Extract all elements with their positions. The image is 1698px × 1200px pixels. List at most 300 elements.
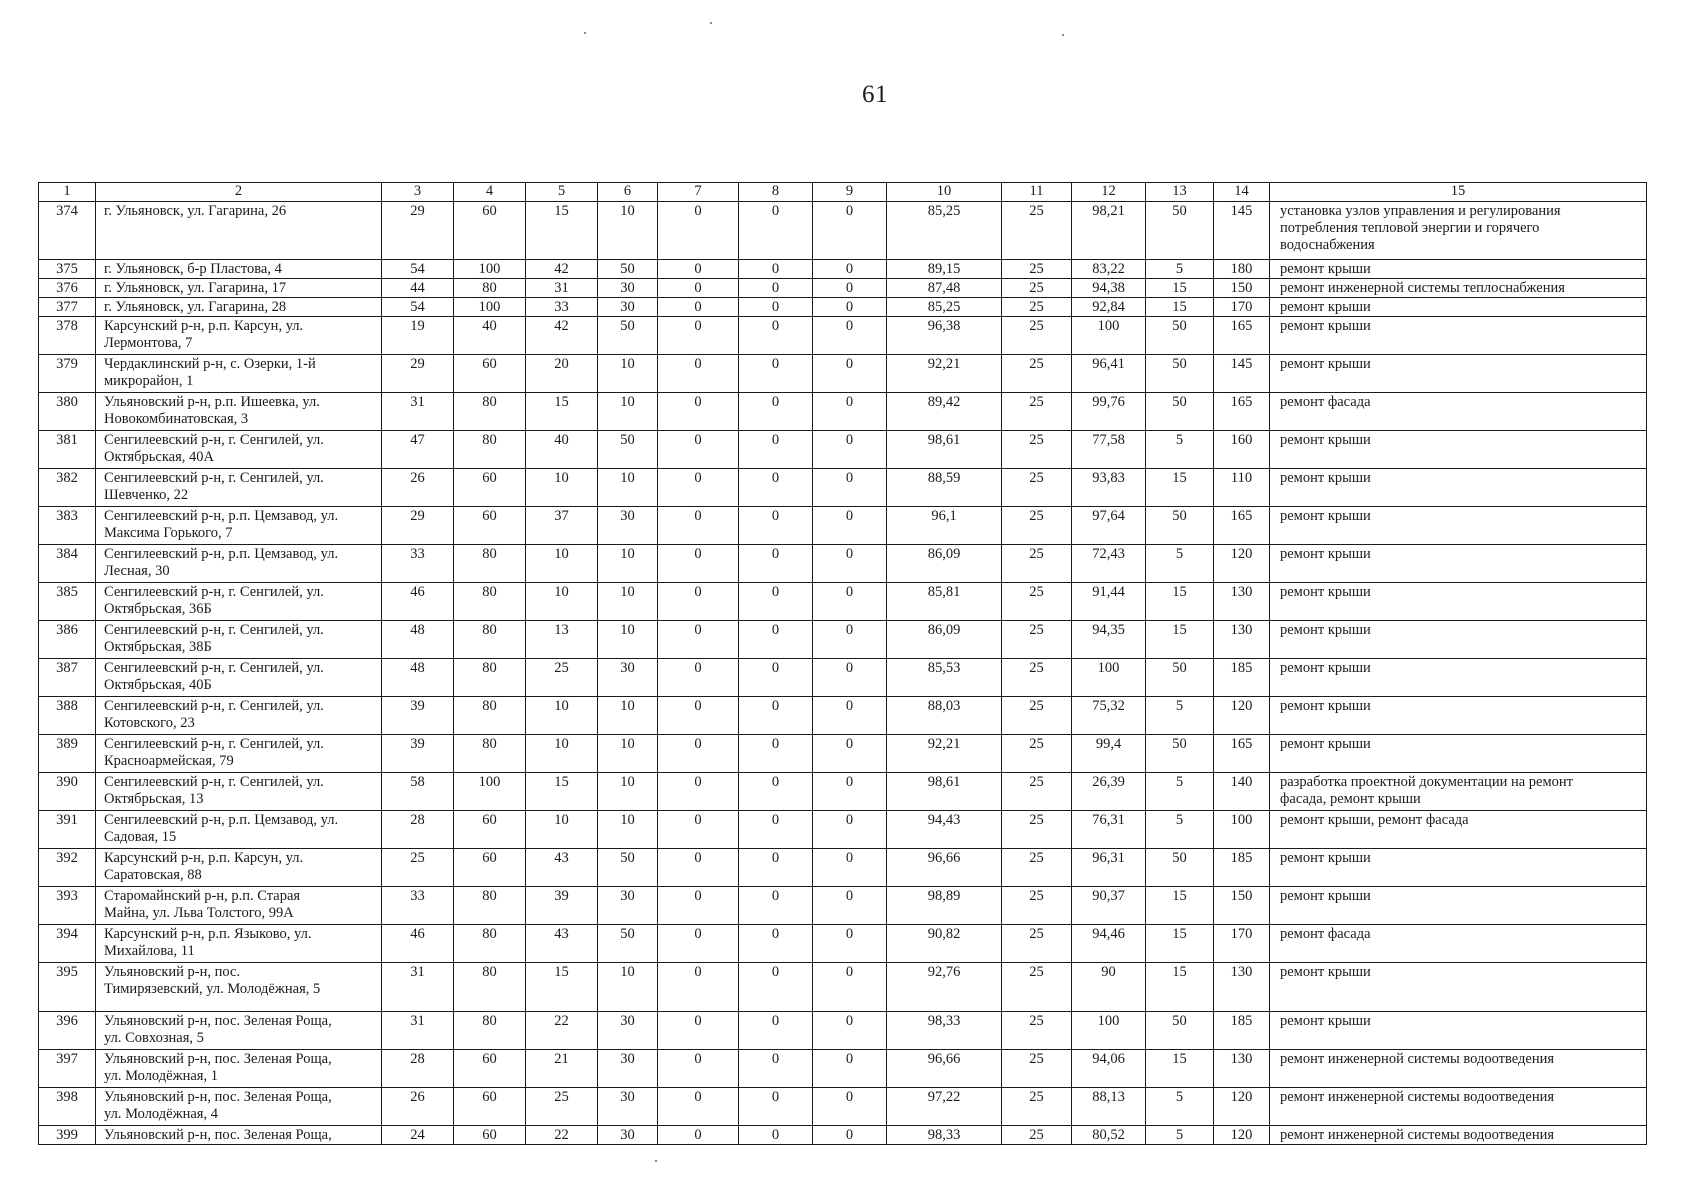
value-cell-col-13: 15	[1146, 887, 1214, 925]
page-number: 61	[862, 81, 888, 108]
value-cell-col-10: 98,61	[887, 431, 1002, 469]
value-cell-col-12: 90,37	[1072, 887, 1146, 925]
value-cell-col-10: 98,61	[887, 773, 1002, 811]
table-row	[39, 1050, 1647, 1088]
value-cell-col-8: 0	[739, 298, 813, 317]
scan-speck	[710, 22, 712, 24]
value-cell-col-5: 22	[526, 1126, 598, 1145]
value-cell-col-6: 30	[598, 279, 658, 298]
value-cell-col-14: 140	[1214, 773, 1270, 811]
value-cell-col-12: 94,35	[1072, 621, 1146, 659]
value-cell-col-12: 96,31	[1072, 849, 1146, 887]
work-type-cell: ремонт крыши	[1270, 697, 1647, 735]
value-cell-col-6: 10	[598, 963, 658, 1012]
row-number-cell: 392	[39, 849, 96, 887]
value-cell-col-7: 0	[658, 697, 739, 735]
value-cell-col-11: 25	[1002, 1050, 1072, 1088]
value-cell-col-10: 96,38	[887, 317, 1002, 355]
value-cell-col-13: 5	[1146, 431, 1214, 469]
value-cell-col-10: 89,15	[887, 260, 1002, 279]
value-cell-col-7: 0	[658, 260, 739, 279]
table-row	[39, 963, 1647, 1012]
value-cell-col-9: 0	[813, 298, 887, 317]
table-header	[39, 183, 1647, 202]
value-cell-col-8: 0	[739, 393, 813, 431]
value-cell-col-9: 0	[813, 697, 887, 735]
value-cell-col-9: 0	[813, 1088, 887, 1126]
value-cell-col-6: 30	[598, 659, 658, 697]
column-number-header: 12	[1072, 183, 1146, 202]
row-number-cell: 398	[39, 1088, 96, 1126]
value-cell-col-8: 0	[739, 1012, 813, 1050]
value-cell-col-4: 60	[454, 202, 526, 260]
value-cell-col-6: 10	[598, 697, 658, 735]
value-cell-col-8: 0	[739, 1050, 813, 1088]
value-cell-col-6: 30	[598, 1050, 658, 1088]
value-cell-col-13: 5	[1146, 773, 1214, 811]
address-cell: Ульяновский р-н, пос. Зеленая Роща,	[96, 1126, 382, 1145]
value-cell-col-4: 60	[454, 1050, 526, 1088]
address-cell: Карсунский р-н, р.п. Языково, ул. Михайлова, 11	[96, 925, 382, 963]
column-number-header: 2	[96, 183, 382, 202]
work-type-cell: ремонт крыши	[1270, 735, 1647, 773]
address-cell: Старомайнский р-н, р.п. Старая Майна, ул. Льва Толстого, 99А	[96, 887, 382, 925]
value-cell-col-14: 185	[1214, 849, 1270, 887]
value-cell-col-5: 10	[526, 811, 598, 849]
column-number-header: 4	[454, 183, 526, 202]
value-cell-col-13: 50	[1146, 393, 1214, 431]
row-number-cell: 378	[39, 317, 96, 355]
table-row	[39, 811, 1647, 849]
value-cell-col-13: 50	[1146, 659, 1214, 697]
row-number-cell: 380	[39, 393, 96, 431]
value-cell-col-14: 165	[1214, 317, 1270, 355]
column-number-header: 8	[739, 183, 813, 202]
value-cell-col-4: 80	[454, 925, 526, 963]
value-cell-col-13: 15	[1146, 621, 1214, 659]
value-cell-col-10: 90,82	[887, 925, 1002, 963]
table-row	[39, 773, 1647, 811]
value-cell-col-11: 25	[1002, 659, 1072, 697]
value-cell-col-6: 10	[598, 735, 658, 773]
address-cell: Карсунский р-н, р.п. Карсун, ул. Лермонтова, 7	[96, 317, 382, 355]
value-cell-col-10: 92,21	[887, 735, 1002, 773]
column-number-header: 3	[382, 183, 454, 202]
value-cell-col-3: 29	[382, 507, 454, 545]
value-cell-col-7: 0	[658, 773, 739, 811]
work-type-cell: ремонт крыши	[1270, 659, 1647, 697]
buildings-repair-table	[38, 182, 1647, 1145]
value-cell-col-14: 180	[1214, 260, 1270, 279]
address-cell: Сенгилеевский р-н, г. Сенгилей, ул. Октябрьская, 36Б	[96, 583, 382, 621]
column-number-header: 15	[1270, 183, 1647, 202]
value-cell-col-11: 25	[1002, 393, 1072, 431]
value-cell-col-4: 60	[454, 811, 526, 849]
table-row	[39, 279, 1647, 298]
work-type-cell: ремонт крыши	[1270, 887, 1647, 925]
row-number-cell: 393	[39, 887, 96, 925]
value-cell-col-4: 40	[454, 317, 526, 355]
value-cell-col-4: 80	[454, 887, 526, 925]
value-cell-col-13: 5	[1146, 1088, 1214, 1126]
value-cell-col-3: 29	[382, 355, 454, 393]
value-cell-col-6: 30	[598, 1088, 658, 1126]
value-cell-col-13: 5	[1146, 697, 1214, 735]
value-cell-col-8: 0	[739, 355, 813, 393]
value-cell-col-13: 50	[1146, 355, 1214, 393]
value-cell-col-4: 80	[454, 659, 526, 697]
value-cell-col-10: 98,33	[887, 1126, 1002, 1145]
work-type-cell: ремонт крыши	[1270, 963, 1647, 1012]
value-cell-col-6: 10	[598, 393, 658, 431]
value-cell-col-14: 150	[1214, 279, 1270, 298]
value-cell-col-14: 185	[1214, 659, 1270, 697]
value-cell-col-11: 25	[1002, 583, 1072, 621]
row-number-cell: 384	[39, 545, 96, 583]
value-cell-col-9: 0	[813, 469, 887, 507]
value-cell-col-3: 31	[382, 1012, 454, 1050]
value-cell-col-10: 86,09	[887, 621, 1002, 659]
value-cell-col-10: 97,22	[887, 1088, 1002, 1126]
column-number-header: 7	[658, 183, 739, 202]
value-cell-col-10: 94,43	[887, 811, 1002, 849]
value-cell-col-5: 43	[526, 925, 598, 963]
value-cell-col-6: 30	[598, 298, 658, 317]
address-cell: г. Ульяновск, ул. Гагарина, 26	[96, 202, 382, 260]
value-cell-col-9: 0	[813, 811, 887, 849]
value-cell-col-9: 0	[813, 583, 887, 621]
value-cell-col-4: 100	[454, 260, 526, 279]
work-type-cell: ремонт крыши	[1270, 355, 1647, 393]
work-type-cell: установка узлов управления и регулирования потребления тепловой энергии и горячего водоснабжения	[1270, 202, 1647, 260]
table-row	[39, 583, 1647, 621]
value-cell-col-5: 10	[526, 735, 598, 773]
value-cell-col-13: 50	[1146, 1012, 1214, 1050]
value-cell-col-10: 98,89	[887, 887, 1002, 925]
value-cell-col-13: 50	[1146, 317, 1214, 355]
value-cell-col-9: 0	[813, 393, 887, 431]
value-cell-col-4: 80	[454, 697, 526, 735]
value-cell-col-8: 0	[739, 849, 813, 887]
row-number-cell: 377	[39, 298, 96, 317]
row-number-cell: 399	[39, 1126, 96, 1145]
address-cell: Сенгилеевский р-н, р.п. Цемзавод, ул. Садовая, 15	[96, 811, 382, 849]
value-cell-col-13: 15	[1146, 1050, 1214, 1088]
value-cell-col-8: 0	[739, 202, 813, 260]
value-cell-col-11: 25	[1002, 298, 1072, 317]
value-cell-col-3: 46	[382, 925, 454, 963]
address-cell: Сенгилеевский р-н, г. Сенгилей, ул. Октябрьская, 38Б	[96, 621, 382, 659]
value-cell-col-4: 60	[454, 507, 526, 545]
value-cell-col-9: 0	[813, 355, 887, 393]
value-cell-col-11: 25	[1002, 925, 1072, 963]
value-cell-col-11: 25	[1002, 621, 1072, 659]
value-cell-col-12: 93,83	[1072, 469, 1146, 507]
work-type-cell: ремонт крыши	[1270, 545, 1647, 583]
address-cell: Ульяновский р-н, пос. Зеленая Роща, ул. Совхозная, 5	[96, 1012, 382, 1050]
scan-speck	[1062, 34, 1064, 36]
value-cell-col-8: 0	[739, 317, 813, 355]
table-row	[39, 697, 1647, 735]
value-cell-col-14: 185	[1214, 1012, 1270, 1050]
value-cell-col-8: 0	[739, 1126, 813, 1145]
value-cell-col-12: 91,44	[1072, 583, 1146, 621]
value-cell-col-7: 0	[658, 925, 739, 963]
address-cell: г. Ульяновск, ул. Гагарина, 17	[96, 279, 382, 298]
value-cell-col-9: 0	[813, 202, 887, 260]
address-cell: Ульяновский р-н, р.п. Ишеевка, ул. Новокомбинатовская, 3	[96, 393, 382, 431]
value-cell-col-11: 25	[1002, 317, 1072, 355]
value-cell-col-7: 0	[658, 849, 739, 887]
table-row	[39, 355, 1647, 393]
row-number-cell: 385	[39, 583, 96, 621]
value-cell-col-5: 37	[526, 507, 598, 545]
value-cell-col-9: 0	[813, 773, 887, 811]
value-cell-col-7: 0	[658, 431, 739, 469]
value-cell-col-3: 46	[382, 583, 454, 621]
value-cell-col-5: 39	[526, 887, 598, 925]
table-row	[39, 1088, 1647, 1126]
table-row	[39, 202, 1647, 260]
value-cell-col-6: 10	[598, 621, 658, 659]
value-cell-col-11: 25	[1002, 279, 1072, 298]
work-type-cell: ремонт крыши	[1270, 469, 1647, 507]
value-cell-col-13: 5	[1146, 545, 1214, 583]
value-cell-col-7: 0	[658, 1088, 739, 1126]
value-cell-col-14: 165	[1214, 735, 1270, 773]
table-row	[39, 507, 1647, 545]
work-type-cell: ремонт крыши	[1270, 621, 1647, 659]
value-cell-col-3: 54	[382, 298, 454, 317]
value-cell-col-3: 48	[382, 621, 454, 659]
table-row	[39, 659, 1647, 697]
value-cell-col-9: 0	[813, 431, 887, 469]
value-cell-col-12: 88,13	[1072, 1088, 1146, 1126]
value-cell-col-12: 99,4	[1072, 735, 1146, 773]
work-type-cell: ремонт инженерной системы водоотведения	[1270, 1088, 1647, 1126]
value-cell-col-4: 80	[454, 393, 526, 431]
value-cell-col-6: 30	[598, 1012, 658, 1050]
value-cell-col-5: 42	[526, 260, 598, 279]
row-number-cell: 396	[39, 1012, 96, 1050]
value-cell-col-12: 76,31	[1072, 811, 1146, 849]
row-number-cell: 376	[39, 279, 96, 298]
value-cell-col-13: 5	[1146, 260, 1214, 279]
value-cell-col-8: 0	[739, 621, 813, 659]
value-cell-col-5: 25	[526, 659, 598, 697]
value-cell-col-6: 50	[598, 317, 658, 355]
value-cell-col-11: 25	[1002, 545, 1072, 583]
value-cell-col-5: 15	[526, 393, 598, 431]
value-cell-col-9: 0	[813, 925, 887, 963]
value-cell-col-13: 15	[1146, 279, 1214, 298]
value-cell-col-11: 25	[1002, 1126, 1072, 1145]
value-cell-col-10: 89,42	[887, 393, 1002, 431]
value-cell-col-7: 0	[658, 963, 739, 1012]
value-cell-col-4: 80	[454, 963, 526, 1012]
value-cell-col-12: 83,22	[1072, 260, 1146, 279]
value-cell-col-14: 160	[1214, 431, 1270, 469]
address-cell: г. Ульяновск, ул. Гагарина, 28	[96, 298, 382, 317]
column-number-header: 6	[598, 183, 658, 202]
column-numbers-row	[39, 183, 1647, 202]
row-number-cell: 394	[39, 925, 96, 963]
value-cell-col-9: 0	[813, 507, 887, 545]
value-cell-col-11: 25	[1002, 1088, 1072, 1126]
value-cell-col-14: 120	[1214, 1126, 1270, 1145]
address-cell: Сенгилеевский р-н, г. Сенгилей, ул. Октябрьская, 40А	[96, 431, 382, 469]
address-cell: Сенгилеевский р-н, р.п. Цемзавод, ул. Лесная, 30	[96, 545, 382, 583]
value-cell-col-12: 94,46	[1072, 925, 1146, 963]
column-number-header: 13	[1146, 183, 1214, 202]
value-cell-col-4: 80	[454, 279, 526, 298]
value-cell-col-7: 0	[658, 507, 739, 545]
table-row	[39, 735, 1647, 773]
value-cell-col-8: 0	[739, 811, 813, 849]
value-cell-col-7: 0	[658, 317, 739, 355]
value-cell-col-8: 0	[739, 507, 813, 545]
row-number-cell: 389	[39, 735, 96, 773]
value-cell-col-13: 15	[1146, 469, 1214, 507]
value-cell-col-9: 0	[813, 1050, 887, 1088]
address-cell: Ульяновский р-н, пос. Тимирязевский, ул. Молодёжная, 5	[96, 963, 382, 1012]
row-number-cell: 395	[39, 963, 96, 1012]
work-type-cell: ремонт крыши	[1270, 507, 1647, 545]
value-cell-col-13: 15	[1146, 298, 1214, 317]
value-cell-col-6: 50	[598, 925, 658, 963]
value-cell-col-4: 80	[454, 583, 526, 621]
value-cell-col-9: 0	[813, 849, 887, 887]
column-number-header: 11	[1002, 183, 1072, 202]
value-cell-col-12: 98,21	[1072, 202, 1146, 260]
value-cell-col-10: 96,66	[887, 1050, 1002, 1088]
value-cell-col-7: 0	[658, 393, 739, 431]
value-cell-col-12: 100	[1072, 659, 1146, 697]
value-cell-col-11: 25	[1002, 735, 1072, 773]
value-cell-col-4: 60	[454, 469, 526, 507]
value-cell-col-6: 30	[598, 507, 658, 545]
value-cell-col-14: 170	[1214, 925, 1270, 963]
value-cell-col-12: 26,39	[1072, 773, 1146, 811]
value-cell-col-10: 92,76	[887, 963, 1002, 1012]
table-row	[39, 317, 1647, 355]
value-cell-col-10: 88,59	[887, 469, 1002, 507]
value-cell-col-5: 15	[526, 202, 598, 260]
row-number-cell: 397	[39, 1050, 96, 1088]
value-cell-col-8: 0	[739, 773, 813, 811]
value-cell-col-13: 50	[1146, 735, 1214, 773]
value-cell-col-5: 40	[526, 431, 598, 469]
row-number-cell: 387	[39, 659, 96, 697]
row-number-cell: 391	[39, 811, 96, 849]
value-cell-col-8: 0	[739, 279, 813, 298]
work-type-cell: ремонт крыши	[1270, 431, 1647, 469]
value-cell-col-10: 96,1	[887, 507, 1002, 545]
value-cell-col-5: 31	[526, 279, 598, 298]
column-number-header: 1	[39, 183, 96, 202]
value-cell-col-4: 60	[454, 1088, 526, 1126]
value-cell-col-12: 99,76	[1072, 393, 1146, 431]
value-cell-col-3: 47	[382, 431, 454, 469]
value-cell-col-3: 39	[382, 697, 454, 735]
value-cell-col-3: 31	[382, 393, 454, 431]
value-cell-col-3: 26	[382, 1088, 454, 1126]
value-cell-col-7: 0	[658, 298, 739, 317]
value-cell-col-11: 25	[1002, 811, 1072, 849]
address-cell: Ульяновский р-н, пос. Зеленая Роща, ул. Молодёжная, 1	[96, 1050, 382, 1088]
value-cell-col-13: 5	[1146, 811, 1214, 849]
value-cell-col-12: 96,41	[1072, 355, 1146, 393]
value-cell-col-9: 0	[813, 735, 887, 773]
value-cell-col-12: 94,38	[1072, 279, 1146, 298]
value-cell-col-11: 25	[1002, 697, 1072, 735]
value-cell-col-5: 10	[526, 697, 598, 735]
value-cell-col-6: 10	[598, 469, 658, 507]
table-row	[39, 298, 1647, 317]
value-cell-col-5: 21	[526, 1050, 598, 1088]
value-cell-col-7: 0	[658, 545, 739, 583]
value-cell-col-12: 90	[1072, 963, 1146, 1012]
value-cell-col-12: 100	[1072, 1012, 1146, 1050]
value-cell-col-6: 50	[598, 849, 658, 887]
value-cell-col-14: 145	[1214, 202, 1270, 260]
value-cell-col-5: 13	[526, 621, 598, 659]
value-cell-col-8: 0	[739, 431, 813, 469]
value-cell-col-6: 50	[598, 260, 658, 279]
value-cell-col-12: 75,32	[1072, 697, 1146, 735]
row-number-cell: 382	[39, 469, 96, 507]
value-cell-col-11: 25	[1002, 849, 1072, 887]
value-cell-col-3: 44	[382, 279, 454, 298]
value-cell-col-11: 25	[1002, 963, 1072, 1012]
value-cell-col-4: 80	[454, 431, 526, 469]
value-cell-col-10: 98,33	[887, 1012, 1002, 1050]
work-type-cell: ремонт фасада	[1270, 393, 1647, 431]
table-row	[39, 1126, 1647, 1145]
work-type-cell: ремонт крыши	[1270, 260, 1647, 279]
column-number-header: 10	[887, 183, 1002, 202]
table-row	[39, 849, 1647, 887]
value-cell-col-14: 130	[1214, 621, 1270, 659]
column-number-header: 5	[526, 183, 598, 202]
value-cell-col-8: 0	[739, 963, 813, 1012]
work-type-cell: ремонт крыши	[1270, 298, 1647, 317]
value-cell-col-14: 120	[1214, 697, 1270, 735]
value-cell-col-10: 85,53	[887, 659, 1002, 697]
value-cell-col-14: 170	[1214, 298, 1270, 317]
value-cell-col-7: 0	[658, 583, 739, 621]
value-cell-col-4: 100	[454, 773, 526, 811]
value-cell-col-8: 0	[739, 469, 813, 507]
row-number-cell: 386	[39, 621, 96, 659]
row-number-cell: 374	[39, 202, 96, 260]
value-cell-col-9: 0	[813, 317, 887, 355]
value-cell-col-10: 85,81	[887, 583, 1002, 621]
value-cell-col-3: 48	[382, 659, 454, 697]
value-cell-col-12: 94,06	[1072, 1050, 1146, 1088]
value-cell-col-9: 0	[813, 1012, 887, 1050]
value-cell-col-7: 0	[658, 1012, 739, 1050]
address-cell: Сенгилеевский р-н, г. Сенгилей, ул. Октябрьская, 40Б	[96, 659, 382, 697]
value-cell-col-11: 25	[1002, 507, 1072, 545]
value-cell-col-11: 25	[1002, 431, 1072, 469]
table-row	[39, 887, 1647, 925]
value-cell-col-6: 10	[598, 355, 658, 393]
value-cell-col-10: 85,25	[887, 298, 1002, 317]
value-cell-col-5: 15	[526, 963, 598, 1012]
value-cell-col-4: 60	[454, 355, 526, 393]
value-cell-col-9: 0	[813, 963, 887, 1012]
